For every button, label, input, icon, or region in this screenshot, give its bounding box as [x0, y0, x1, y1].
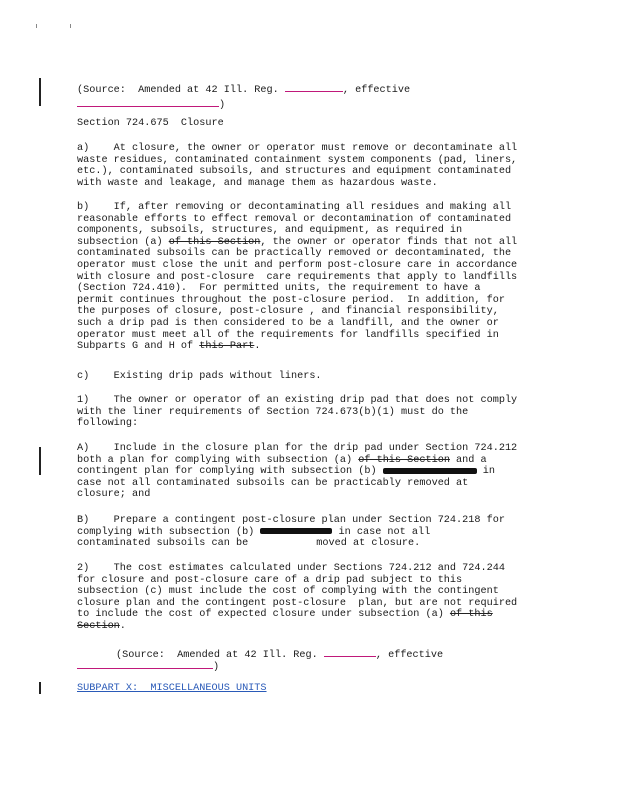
revision-bar — [39, 447, 41, 475]
subpart-x-link[interactable]: SUBPART X: MISCELLANEOUS UNITS — [77, 683, 267, 694]
redaction-mark — [383, 468, 477, 474]
reg-blank — [324, 647, 376, 657]
struck-text: Section — [77, 620, 120, 632]
struck-text: this Part — [199, 341, 255, 353]
paragraph-2: 2) The cost estimates calculated under Sections 724.212 and 724.244 for closure and post-closure care of a drip pad subject to this subsection (c) must include the cost of complying with the contingent closure plan and the contingent post-closure plan, but are not required to include the cost of expected closure under subsection (a) of this Section. — [77, 563, 518, 632]
effective-date-blank — [77, 659, 213, 669]
revision-bar — [39, 682, 41, 694]
revision-bar — [39, 78, 41, 106]
scan-mark — [36, 24, 37, 28]
paragraph-B: B) Prepare a contingent post-closure plan under Section 724.218 for complying with subsection (b) in case not all contaminated subsoils can be moved at closure. — [77, 515, 505, 550]
source-note-bottom: (Source: Amended at 42 Ill. Reg. , effective — [116, 647, 588, 662]
effective-date-blank — [77, 97, 219, 107]
struck-text: of this Section — [358, 454, 450, 466]
section-heading: Section 724.675 Closure — [77, 118, 224, 129]
source-note-top: (Source: Amended at 42 Ill. Reg. , effective ) — [77, 82, 549, 111]
paragraph-c-heading: c) Existing drip pads without liners. — [77, 371, 322, 382]
paragraph-a: a) At closure, the owner or operator must remove or decontaminate all waste residues, contaminated containment system components (pad, liners, etc.), contaminated subsoils, and structures and equipment contaminated with waste and leakage, and manage them as hazardous waste. — [77, 143, 518, 189]
paragraph-c1: 1) The owner or operator of an existing drip pad that does not comply with the liner requirements of Section 724.673(b)(1) must do the following: — [77, 395, 518, 430]
struck-text: of this — [449, 609, 493, 621]
reg-blank — [285, 82, 343, 92]
scan-mark — [70, 24, 71, 28]
source-note-bottom-line2: ) — [77, 659, 549, 674]
struck-text: of this Section — [168, 236, 261, 248]
redaction-mark — [260, 528, 332, 534]
paragraph-b: b) If, after removing or decontaminating all residues and making all reasonable efforts to effect removal or decontamination of contaminated components, subsoils, structures, and equipment, as required in subsection (a) of this Section, the owner or operator finds that not all contaminated subsoils can be practically removed or decontaminated, the operator must close the unit and perform post-closure care in accordance with closure and post-closure care requirements that apply to landfills (Section 724.410). For permitted units, the requirement to have a permit continues throughout the post-closure period. In addition, for the purposes of closure, post-closure , and financial responsibility, such a drip pad is then considered to be a landfill, and the owner or operator must meet all of the requirements for landfills specified in Subparts G and H of this Part. — [77, 202, 518, 353]
paragraph-A: A) Include in the closure plan for the drip pad under Section 724.212 both a plan for complying with subsection (a) of this Section and a contingent plan for complying with subsection (b) in case not all contaminated subsoils can be practicably removed at closure; and — [77, 443, 518, 501]
